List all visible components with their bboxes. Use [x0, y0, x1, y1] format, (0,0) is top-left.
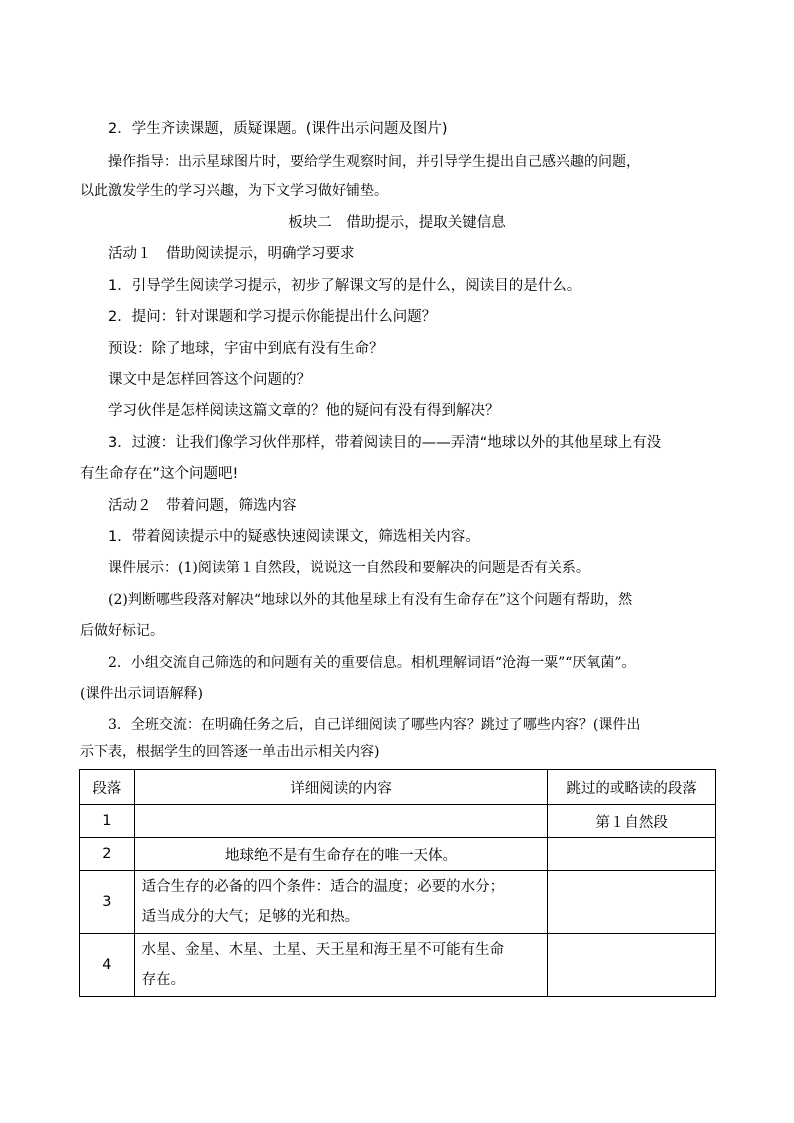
table-cell [548, 871, 716, 934]
paragraph-line: 2．学生齐读课题，质疑课题。(课件出示问题及图片) [108, 121, 448, 137]
cell-line: 水星、金星、木星、土星、天王星和海王星不可能有生命 [141, 942, 505, 958]
section-title: 板块二 借助提示，提取关键信息 [288, 215, 506, 231]
paragraph-line: 学习伙伴是怎样阅读这篇文章的？他的疑问有没有得到解决？ [108, 403, 500, 419]
paragraph-line: 课文中是怎样回答这个问题的？ [108, 372, 311, 388]
paragraph-line: 1．引导学生阅读学习提示，初步了解课文写的是什么，阅读目的是什么。 [108, 278, 582, 294]
paragraph-line: 1．带着阅读提示中的疑惑快速阅读课文，筛选相关内容。 [108, 529, 480, 545]
paragraph-line: 2．提问：针对课题和学习提示你能提出什么问题？ [108, 309, 437, 325]
paragraph-line: 示下表，根据学生的回答逐一单击出示相关内容) [80, 744, 380, 760]
table-cell [548, 934, 716, 997]
table-cell: 2 [80, 838, 135, 871]
table-row [80, 934, 716, 997]
paragraph-line: (课件出示词语解释) [80, 686, 203, 702]
table-header-row [80, 770, 716, 805]
activity-heading: 活动１ 借助阅读提示，明确学习要求 [108, 246, 355, 262]
table-row [80, 871, 716, 934]
table-cell: 3 [80, 871, 135, 934]
table-cell [548, 838, 716, 871]
cell-line: 适当成分的大气；足够的光和热。 [141, 909, 360, 925]
table-cell [134, 934, 548, 997]
paragraph-line: 预设：除了地球，宇宙中到底有没有生命？ [108, 341, 384, 357]
paragraph-line: 2．小组交流自己筛选的和问题有关的重要信息。相机理解词语“沧海一粟”“厌氧菌”。 [108, 655, 636, 671]
paragraph-line: 3．过渡：让我们像学习伙伴那样，带着阅读目的——弄清“地球以外的其他星球上有没 [108, 435, 662, 451]
paragraph-line: 有生命存在”这个问题吧! [80, 466, 239, 482]
activity-heading: 活动２ 带着问题，筛选内容 [108, 498, 297, 514]
table-header: 跳过的或略读的段落 [548, 770, 716, 805]
table-cell: 地球绝不是有生命存在的唯一天体。 [134, 838, 548, 871]
paragraph-line: 以此激发学生的学习兴趣，为下文学习做好铺垫。 [80, 183, 388, 199]
paragraph-line: (2)判断哪些段落对解决“地球以外的其他星球上有没有生命存在”这个问题有帮助，然 [108, 592, 633, 608]
table-row [80, 838, 716, 871]
paragraph-line: 课件展示：(1)阅读第１自然段，说说这一自然段和要解决的问题是否有关系。 [108, 560, 590, 576]
table-cell: 4 [80, 934, 135, 997]
table-cell: 1 [80, 805, 135, 838]
table-header: 段落 [80, 770, 135, 805]
table-header: 详细阅读的内容 [134, 770, 548, 805]
table-row [80, 805, 716, 838]
table-cell: 第１自然段 [548, 805, 716, 838]
table-cell [134, 805, 548, 838]
cell-line: 存在。 [141, 972, 186, 988]
paragraph-line: 操作指导：出示星球图片时，要给学生观察时间，并引导学生提出自己感兴趣的问题， [108, 154, 640, 170]
cell-line: 适合生存的必备的四个条件：适合的温度；必要的水分； [141, 879, 505, 895]
paragraph-line: 3．全班交流：在明确任务之后，自己详细阅读了哪些内容？跳过了哪些内容？(课件出 [108, 717, 641, 733]
reading-table [79, 769, 716, 997]
table-cell [134, 871, 548, 934]
paragraph-line: 后做好标记。 [80, 623, 164, 639]
